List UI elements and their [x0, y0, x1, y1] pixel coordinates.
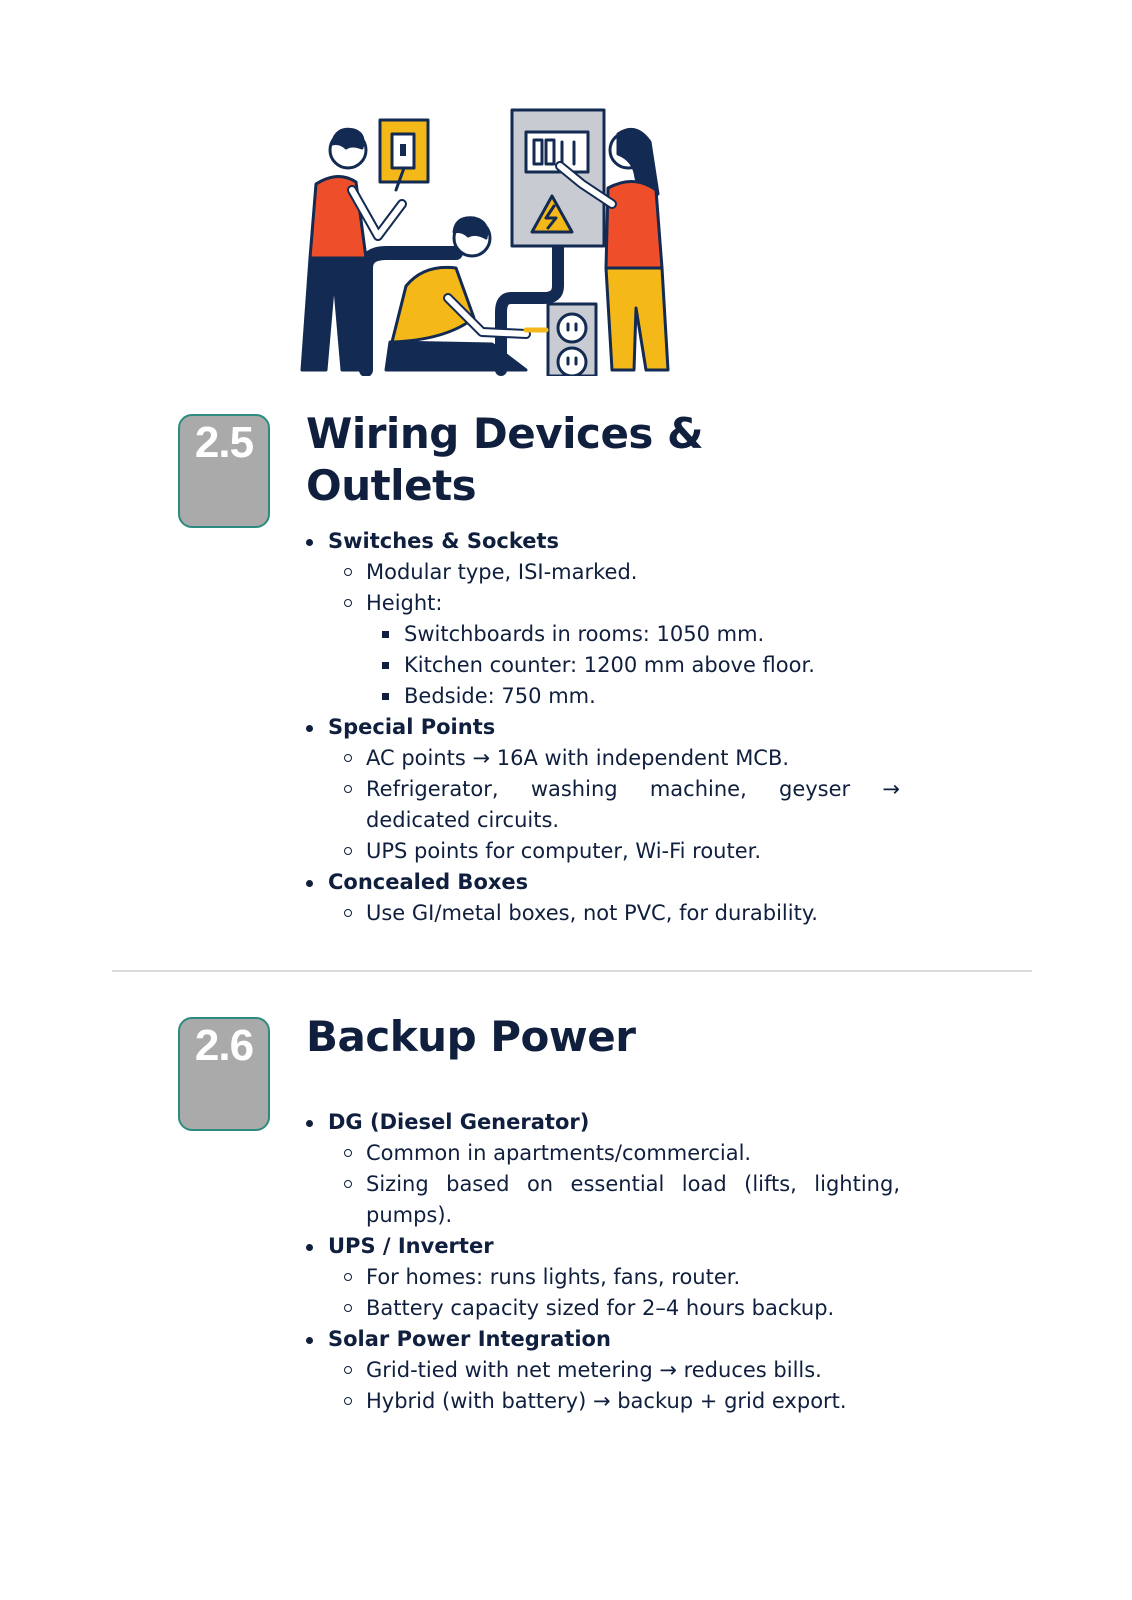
nested-list-item: Bedside: 750 mm. [366, 681, 900, 712]
power-outlet-icon [548, 304, 596, 376]
nested-list [366, 619, 900, 712]
section-number: 2.5 [194, 418, 254, 467]
sub-list-item: Common in apartments/commercial. [328, 1138, 900, 1169]
sub-list-item: Battery capacity sized for 2–4 hours backup. [328, 1293, 900, 1324]
list-item [306, 1107, 900, 1231]
electricians-illustration [296, 108, 696, 376]
section-divider [112, 970, 1032, 972]
sub-list-item: UPS points for computer, Wi-Fi router. [328, 836, 900, 867]
section-title: Backup Power [306, 1012, 636, 1061]
list-item [306, 1324, 900, 1417]
sub-list [328, 898, 900, 929]
distribution-board-icon [512, 110, 604, 246]
sub-list [328, 1355, 900, 1417]
sub-list-item-text: Height: [366, 591, 443, 615]
nested-list-item: Kitchen counter: 1200 mm above floor. [366, 650, 900, 681]
sub-list-item: Hybrid (with battery) → backup + grid export. [328, 1386, 900, 1417]
list-item-label: Special Points [328, 715, 496, 739]
list-item [306, 526, 900, 712]
list-item-label: Concealed Boxes [328, 870, 529, 894]
sub-list-item: Sizing based on essential load (lifts, lighting, pumps). [328, 1169, 900, 1231]
sub-list [328, 1262, 900, 1324]
sub-list-item: Refrigerator, washing machine, geyser → dedicated circuits. [328, 774, 900, 836]
sub-list-item: Use GI/metal boxes, not PVC, for durability. [328, 898, 900, 929]
sub-list-item: AC points → 16A with independent MCB. [328, 743, 900, 774]
list-item [306, 712, 900, 867]
section-title: Wiring Devices & Outlets [306, 409, 704, 510]
sub-list [328, 743, 900, 867]
section-number-badge [178, 414, 270, 528]
list-item [306, 867, 900, 929]
section-content [306, 1107, 900, 1417]
sub-list [328, 1138, 900, 1231]
wall-switch-icon [380, 120, 428, 182]
list-item-label: Switches & Sockets [328, 529, 560, 553]
sub-list [328, 557, 900, 712]
bullet-list [306, 1107, 900, 1417]
sub-list-item: Grid-tied with net metering → reduces bills. [328, 1355, 900, 1386]
nested-list-item: Switchboards in rooms: 1050 mm. [366, 619, 900, 650]
bullet-list [306, 526, 900, 929]
list-item-label: UPS / Inverter [328, 1234, 494, 1258]
section-number: 2.6 [194, 1021, 254, 1070]
sub-list-item [328, 588, 900, 712]
sub-list-item: Modular type, ISI-marked. [328, 557, 900, 588]
list-item [306, 1231, 900, 1324]
section-content [306, 526, 900, 929]
list-item-label: DG (Diesel Generator) [328, 1110, 590, 1134]
section-number-badge [178, 1017, 270, 1131]
sub-list-item: For homes: runs lights, fans, router. [328, 1262, 900, 1293]
list-item-label: Solar Power Integration [328, 1327, 611, 1351]
